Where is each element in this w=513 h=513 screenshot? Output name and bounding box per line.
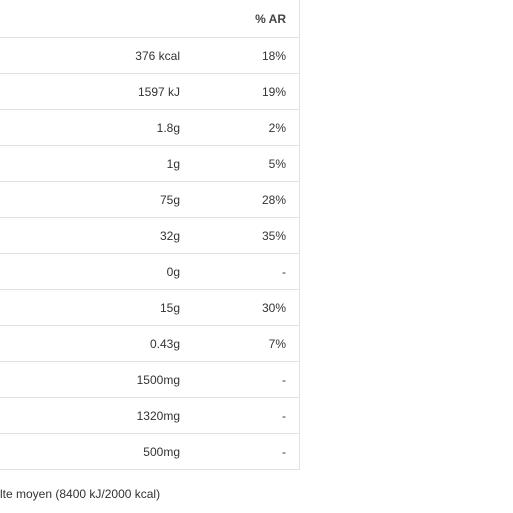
row-value: 1597 kJ bbox=[137, 84, 180, 99]
table-row bbox=[0, 398, 299, 434]
row-ar: - bbox=[282, 408, 286, 423]
row-ar: 28% bbox=[261, 192, 286, 207]
row-ar: - bbox=[282, 372, 286, 387]
row-value: 376 kcal bbox=[135, 48, 180, 63]
table-row bbox=[0, 290, 299, 326]
row-value: 15g bbox=[159, 300, 180, 315]
table-row bbox=[0, 182, 299, 218]
row-value: 75g bbox=[159, 192, 180, 207]
table-row bbox=[0, 434, 299, 470]
table-row bbox=[0, 326, 299, 362]
row-value: 1320mg bbox=[136, 408, 180, 423]
header-ar: % AR bbox=[255, 11, 286, 26]
row-ar: 7% bbox=[268, 336, 286, 351]
table-row bbox=[0, 218, 299, 254]
row-ar: 30% bbox=[261, 300, 286, 315]
row-ar: 19% bbox=[261, 84, 286, 99]
table-row bbox=[0, 110, 299, 146]
table-row bbox=[0, 38, 299, 74]
row-value: 0g bbox=[166, 264, 180, 279]
table-row bbox=[0, 74, 299, 110]
row-ar: - bbox=[282, 264, 286, 279]
row-ar: - bbox=[282, 444, 286, 459]
table-row bbox=[0, 146, 299, 182]
row-ar: 5% bbox=[268, 156, 286, 171]
row-value: 1.8g bbox=[156, 120, 180, 135]
table-row bbox=[0, 362, 299, 398]
row-ar: 2% bbox=[268, 120, 286, 135]
table-header bbox=[0, 0, 299, 38]
row-ar: 18% bbox=[261, 48, 286, 63]
row-value: 500mg bbox=[143, 444, 180, 459]
row-value: 32g bbox=[159, 228, 180, 243]
table-footnote: lte moyen (8400 kJ/2000 kcal) bbox=[0, 487, 161, 501]
row-value: 0.43g bbox=[149, 336, 180, 351]
table-row bbox=[0, 254, 299, 290]
row-ar: 35% bbox=[261, 228, 286, 243]
row-value: 1500mg bbox=[136, 372, 180, 387]
row-value: 1g bbox=[166, 156, 180, 171]
